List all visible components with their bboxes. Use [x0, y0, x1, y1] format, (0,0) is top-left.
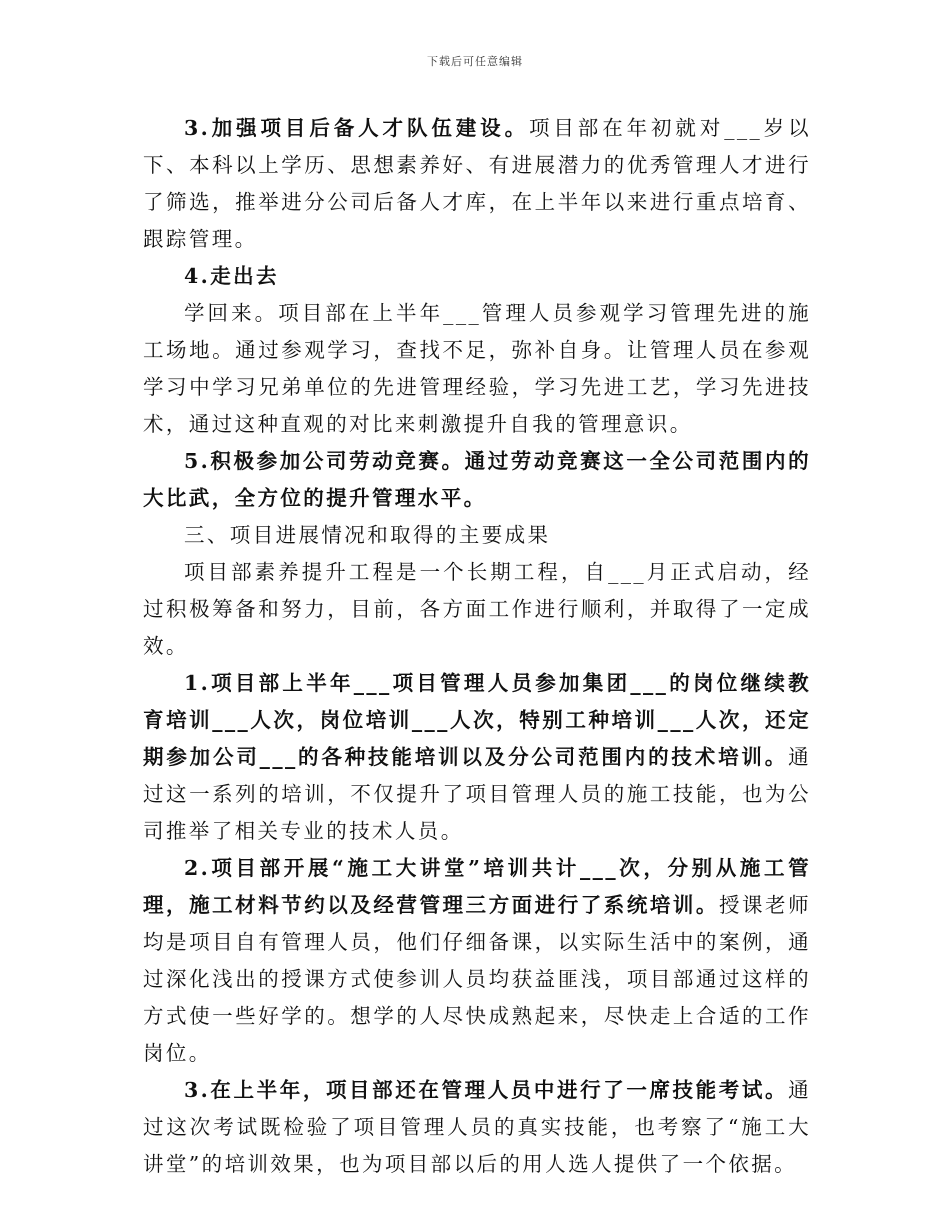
paragraph-progress-intro — [143, 554, 811, 665]
paragraph-text: 项目部在年初就对___岁以下、本科以上学历、思想素养好、有进展潜力的优秀管理人才进行了筛选，推举进分公司后备人才库，在上半年以来进行重点培育、跟踪管理。 — [143, 116, 811, 251]
paragraph-text: 授课老师均是项目自有管理人员，他们仔细备课，以实际生活中的案例，通过深化浅出的授课方式使参训人员均获益匪浅，项目部通过这样的方式使一些好学的。想学的人尽快成熟起来，尽快走上合适的工作岗位。 — [143, 893, 812, 1065]
paragraph-lead: 5.积极参加公司劳动竞赛。通过劳动竞赛这一全公司范围内的大比武，全方位的提升管理水平。 — [143, 449, 811, 510]
paragraph-lead: 3.在上半年，项目部还在管理人员中进行了一席技能考试。 — [184, 1078, 789, 1102]
section-heading-3 — [143, 517, 811, 554]
paragraph-result-3-exam — [143, 1072, 811, 1183]
paragraph-text: 通过这一系列的培训，不仅提升了项目管理人员的施工技能，也为公司推举了相关专业的技术人员。 — [143, 745, 811, 843]
document-body — [143, 110, 811, 1183]
paragraph-item-3-reserve-talent — [143, 110, 811, 258]
paragraph-text: 学回来。项目部在上半年___管理人员参观学习管理先进的施工场地。通过参观学习，查找不足，弥补自身。让管理人员在参观学习中学习兄弟单位的先进管理经验，学习先进工艺，学习先进技术，通过这种直观的对比来刺激提升自我的管理意识。 — [143, 301, 811, 436]
paragraph-lead: 3.加强项目后备人才队伍建设。 — [184, 116, 529, 140]
paragraph-text: 项目部素养提升工程是一个长期工程，自___月正式启动，经过积极筹备和努力，目前，各方面工作进行顺利，并取得了一定成效。 — [143, 560, 811, 658]
section-heading-text: 三、项目进展情况和取得的主要成果 — [184, 523, 551, 547]
paragraph-result-2-lecture — [143, 850, 811, 1072]
paragraph-result-1-training — [143, 665, 811, 850]
paragraph-lead: 2.项目部开展“施工大讲堂”培训共计___次，分别从施工管理，施工材料节约以及经营管理三方面进行了系统培训。 — [143, 856, 811, 917]
paragraph-item-4-go-out — [143, 258, 811, 295]
paragraph-lead: 4.走出去 — [184, 264, 279, 288]
paragraph-text: 通过这次考试既检验了项目管理人员的真实技能，也考察了“施工大讲堂”的培训效果，也为项目部以后的用人选人提供了一个依据。 — [143, 1078, 811, 1176]
paragraph-learn-back — [143, 295, 811, 443]
paragraph-lead: 1.项目部上半年___项目管理人员参加集团___的岗位继续教育培训___人次，岗位培训___人次，特别工种培训___人次，还定期参加公司___的各种技能培训以及分公司范围内的技术培训。 — [143, 671, 811, 769]
paragraph-item-5-labor-competition — [143, 443, 811, 517]
header-note: 下载后可任意编辑 — [427, 55, 523, 68]
